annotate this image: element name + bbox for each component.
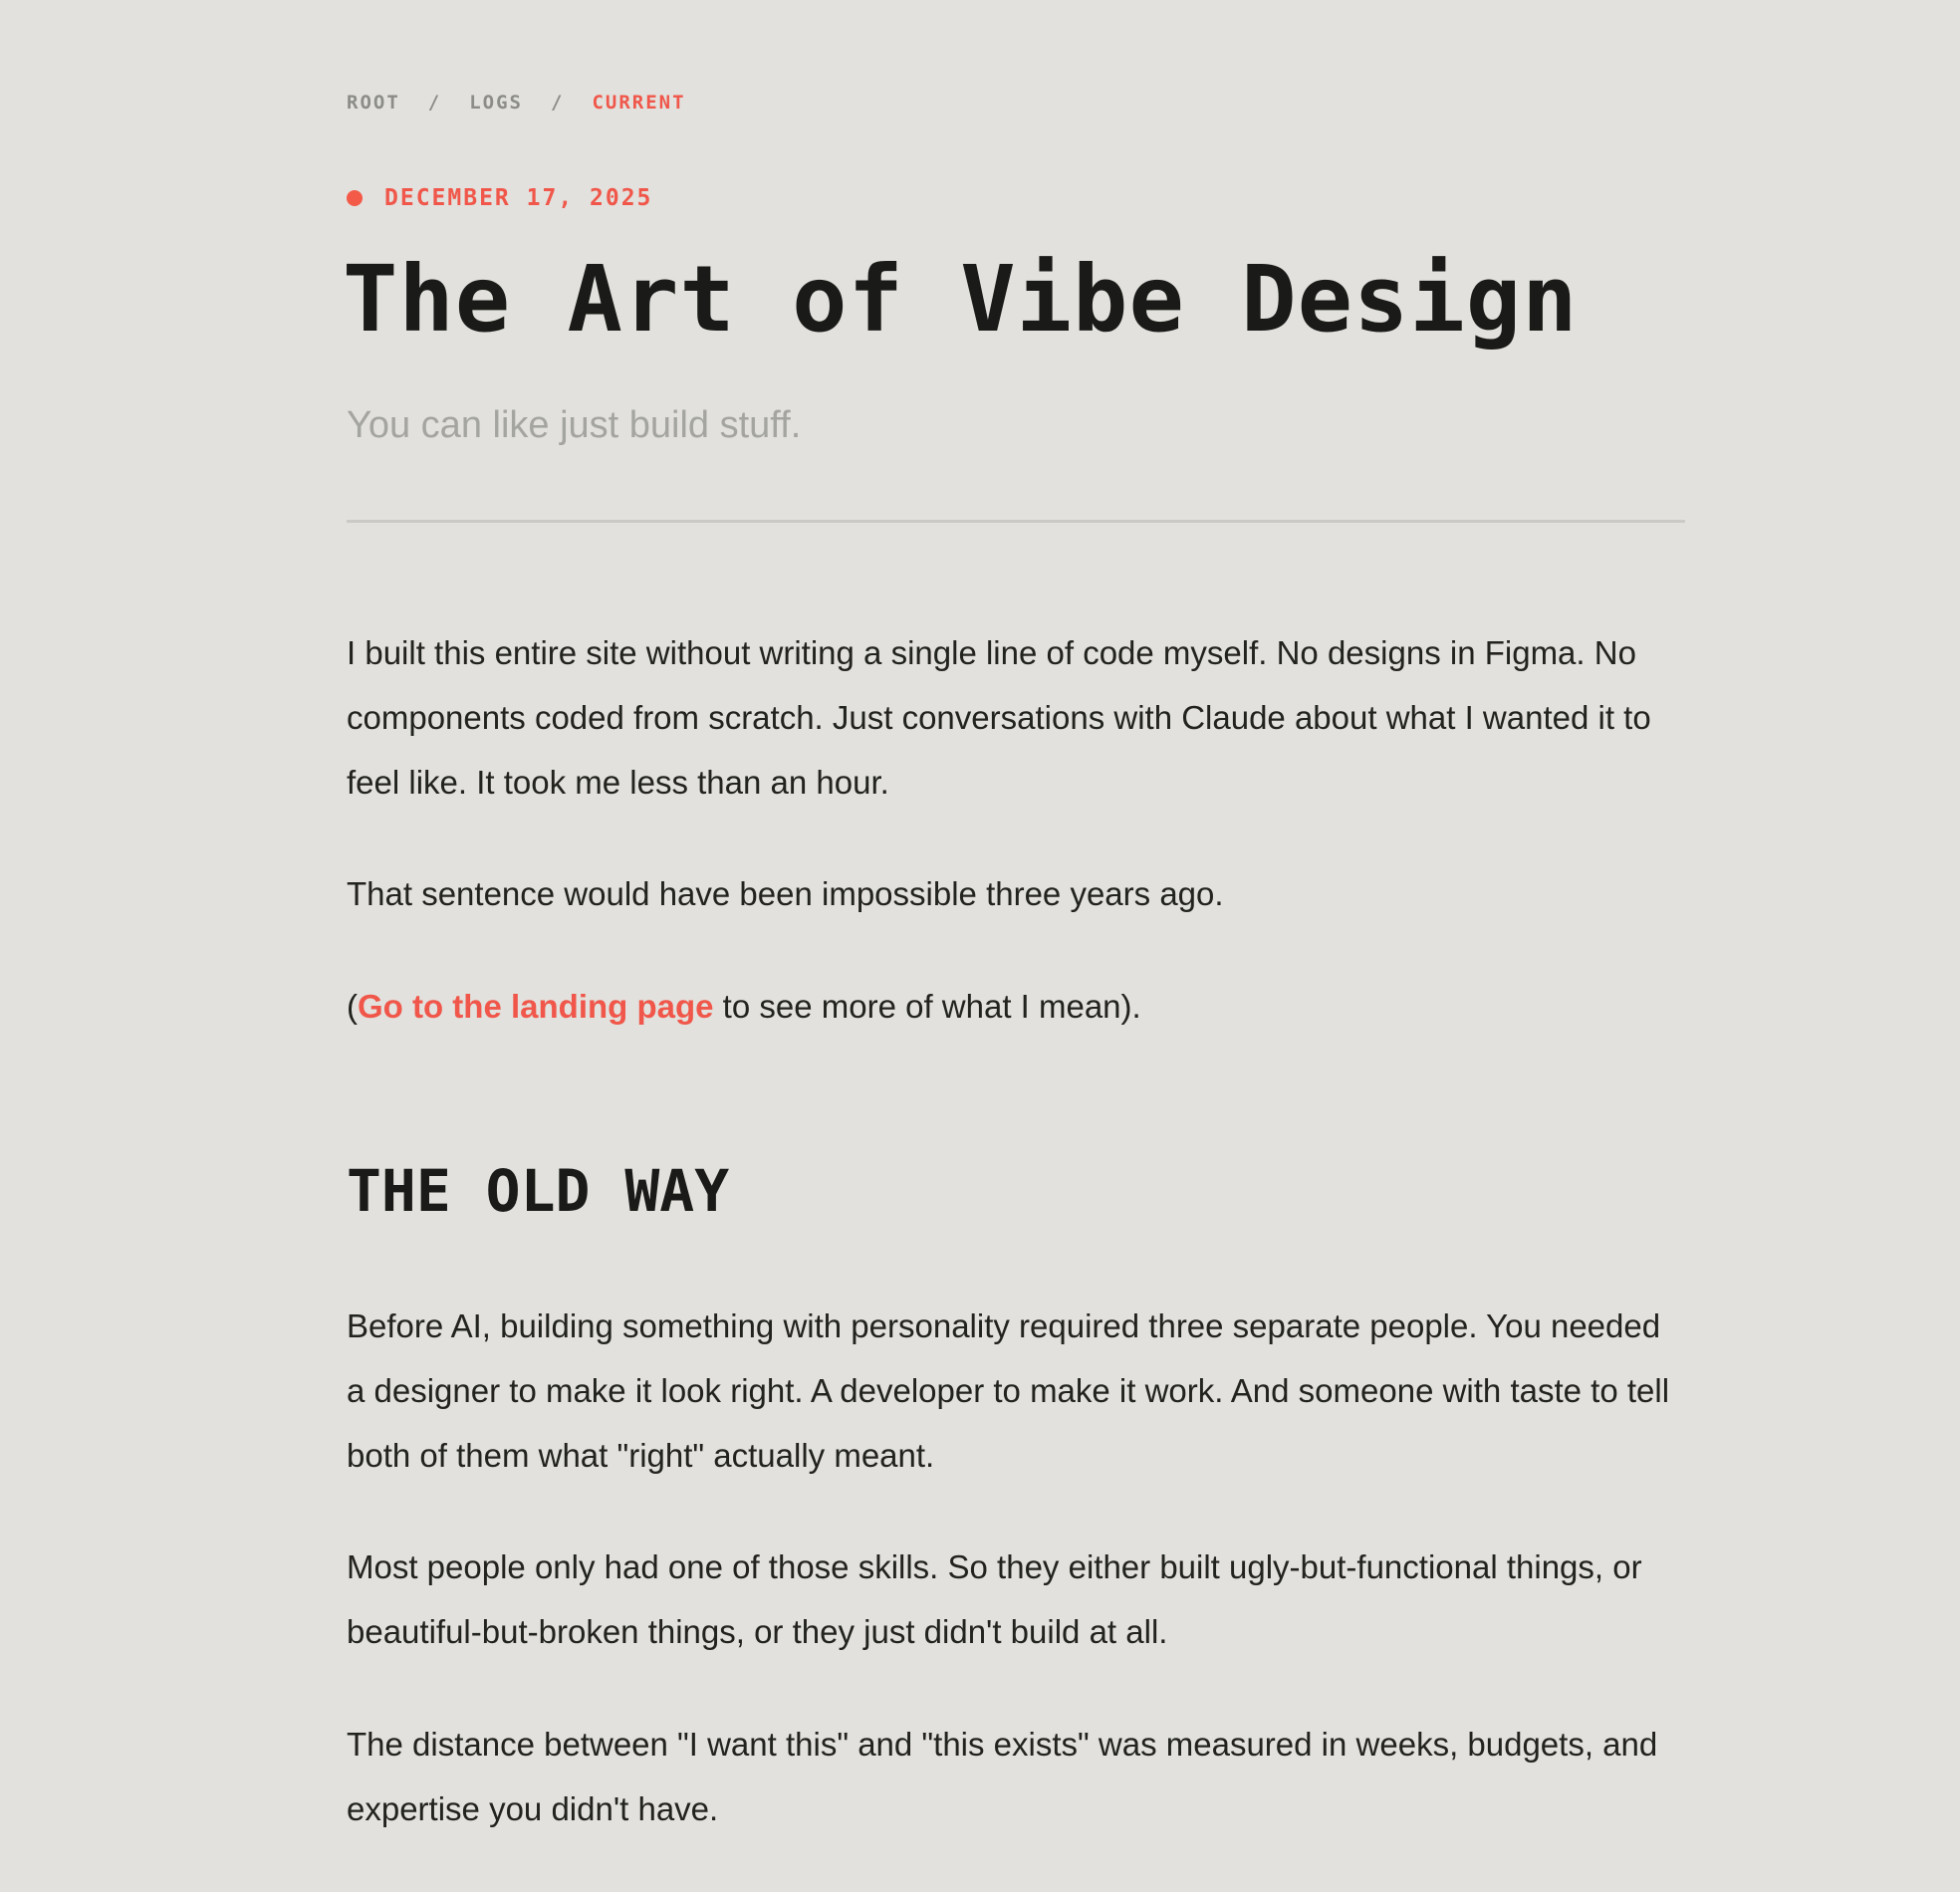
section-heading-old-way: THE OLD WAY	[347, 1157, 730, 1225]
landing-page-link[interactable]: Go to the landing page	[358, 988, 714, 1025]
paragraph-skills: Most people only had one of those skills. So they either built ugly-but-functional things, or beautiful-but-broken things, or they just didn't build at all.	[347, 1548, 1642, 1650]
breadcrumb-current: CURRENT	[592, 92, 686, 114]
breadcrumb-separator: /	[427, 92, 442, 114]
page-title: The Art of Vibe Design	[343, 246, 1579, 353]
post-date: DECEMBER 17, 2025	[384, 185, 653, 211]
breadcrumb-logs[interactable]: LOGS	[469, 92, 523, 114]
paragraph-intro: I built this entire site without writing a single line of code myself. No designs in Figma. No components coded from scratch. Just conversations with Claude about what I wanted it to feel like. It took me less than an hour.	[347, 634, 1651, 801]
breadcrumb	[347, 92, 686, 114]
paragraph-before-ai: Before AI, building something with personality required three separate people. You needed a designer to make it look right. A developer to make it work. And someone with taste to tell both of them what "right" actually meant.	[347, 1307, 1670, 1474]
paragraph-landing-rest: to see more of what I mean).	[713, 988, 1141, 1025]
divider	[347, 520, 1685, 523]
paragraph-impossible: That sentence would have been impossible three years ago.	[347, 875, 1224, 912]
paragraph-landing	[347, 974, 1685, 1039]
paragraph-distance: The distance between "I want this" and "this exists" was measured in weeks, budgets, and expertise you didn't have.	[347, 1726, 1658, 1827]
paren-open: (	[347, 988, 358, 1025]
post-date-row	[347, 185, 652, 211]
status-dot-icon	[347, 190, 363, 206]
breadcrumb-separator: /	[550, 92, 565, 114]
breadcrumb-root[interactable]: ROOT	[347, 92, 400, 114]
page-subtitle: You can like just build stuff.	[347, 404, 802, 446]
